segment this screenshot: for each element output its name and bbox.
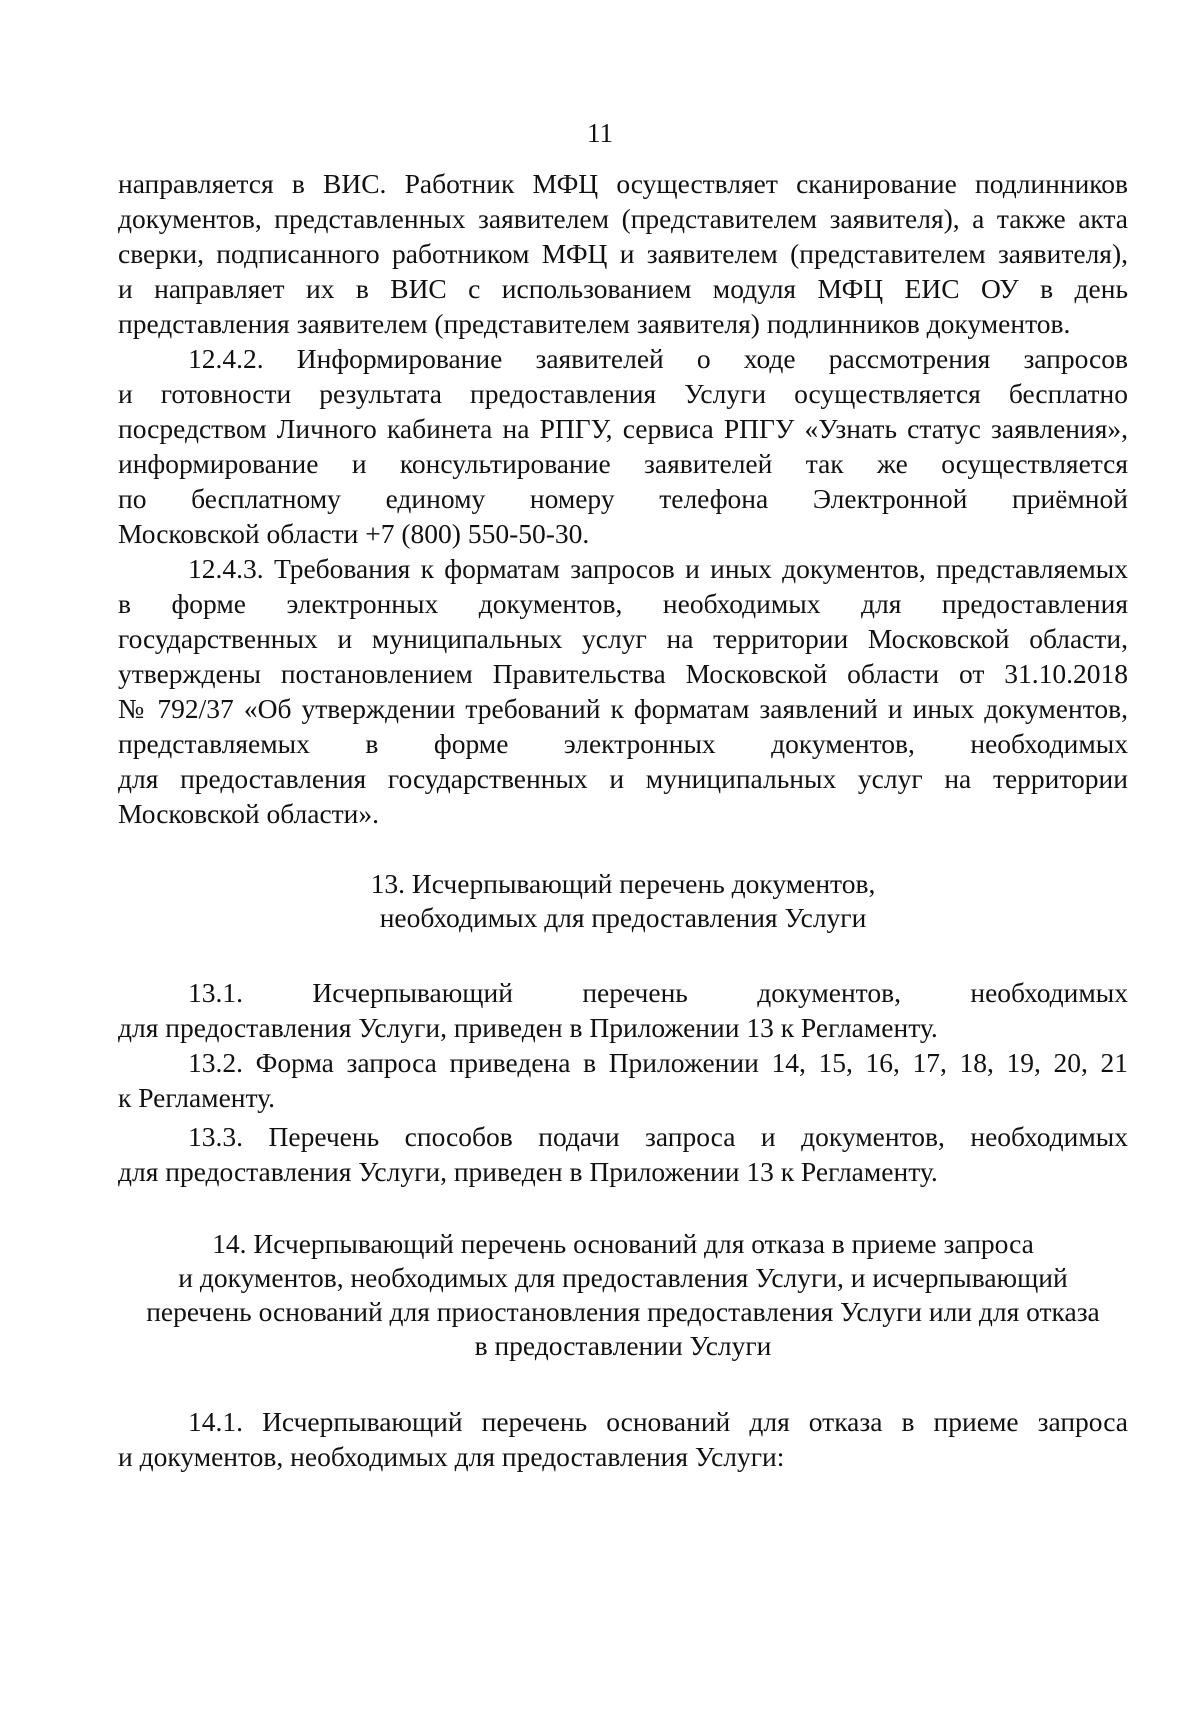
paragraph-line: 13.3. Перечень способов подачи запроса и документов, необходимых <box>188 1121 1128 1152</box>
paragraph-line: государственных и муниципальных услуг на территории Московской области, <box>118 623 1128 654</box>
paragraph-line: представления заявителем (представителем заявителя) подлинников документов. <box>118 308 1071 339</box>
paragraph-line: документов, представленных заявителем (представителем заявителя), а также акта <box>118 203 1128 234</box>
paragraph-line: Московской области». <box>118 798 380 829</box>
paragraph-line: Московской области +7 (800) 550-50-30. <box>118 518 590 549</box>
paragraph-line: информирование и консультирование заявителей так же осуществляется <box>118 448 1128 479</box>
paragraph-line: к Регламенту. <box>118 1082 276 1113</box>
paragraph-line: направляется в ВИС. Работник МФЦ осуществляет сканирование подлинников <box>118 168 1128 199</box>
paragraph-line: представляемых в форме электронных документов, необходимых <box>118 728 1128 759</box>
paragraph-line: и направляет их в ВИС с использованием модуля МФЦ ЕИС ОУ в день <box>118 273 1128 304</box>
section-heading: в предоставлении Услуги <box>474 1330 772 1361</box>
section-heading: и документов, необходимых для предоставления Услуги, и исчерпывающий <box>178 1262 1068 1293</box>
paragraph-line: 12.4.2. Информирование заявителей о ходе рассмотрения запросов <box>188 343 1128 374</box>
paragraph-line: посредством Личного кабинета на РПГУ, сервиса РПГУ «Узнать статус заявления», <box>118 413 1128 444</box>
section-heading: 13. Исчерпывающий перечень документов, <box>370 868 876 899</box>
paragraph-line: № 792/37 «Об утверждении требований к форматам заявлений и иных документов, <box>118 693 1128 724</box>
paragraph-line: для предоставления Услуги, приведен в Приложении 13 к Регламенту. <box>118 1012 938 1043</box>
paragraph-line: утверждены постановлением Правительства Московской области от 31.10.2018 <box>118 658 1128 689</box>
page-number: 11 <box>587 118 613 148</box>
paragraph-line: сверки, подписанного работником МФЦ и заявителем (представителем заявителя), <box>118 238 1128 269</box>
section-heading: 14. Исчерпывающий перечень оснований для отказа в приеме запроса <box>212 1228 1034 1259</box>
paragraph-line: и готовности результата предоставления Услуги осуществляется бесплатно <box>118 378 1128 409</box>
paragraph-line: 12.4.3. Требования к форматам запросов и иных документов, представляемых <box>188 553 1128 584</box>
section-heading: перечень оснований для приостановления предоставления Услуги или для отказа <box>146 1296 1100 1327</box>
paragraph-line: по бесплатному единому номеру телефона Электронной приёмной <box>118 483 1128 514</box>
paragraph-line: 13.1. Исчерпывающий перечень документов, необходимых <box>188 977 1128 1008</box>
paragraph-line: 14.1. Исчерпывающий перечень оснований для отказа в приеме запроса <box>188 1406 1128 1437</box>
paragraph-line: и документов, необходимых для предоставления Услуги: <box>118 1441 785 1472</box>
paragraph-line: для предоставления Услуги, приведен в Приложении 13 к Регламенту. <box>118 1156 938 1187</box>
paragraph-line: в форме электронных документов, необходимых для предоставления <box>118 588 1128 619</box>
section-heading: необходимых для предоставления Услуги <box>379 902 867 933</box>
paragraph-line: для предоставления государственных и муниципальных услуг на территории <box>118 763 1128 794</box>
paragraph-line: 13.2. Форма запроса приведена в Приложении 14, 15, 16, 17, 18, 19, 20, 21 <box>188 1047 1128 1078</box>
